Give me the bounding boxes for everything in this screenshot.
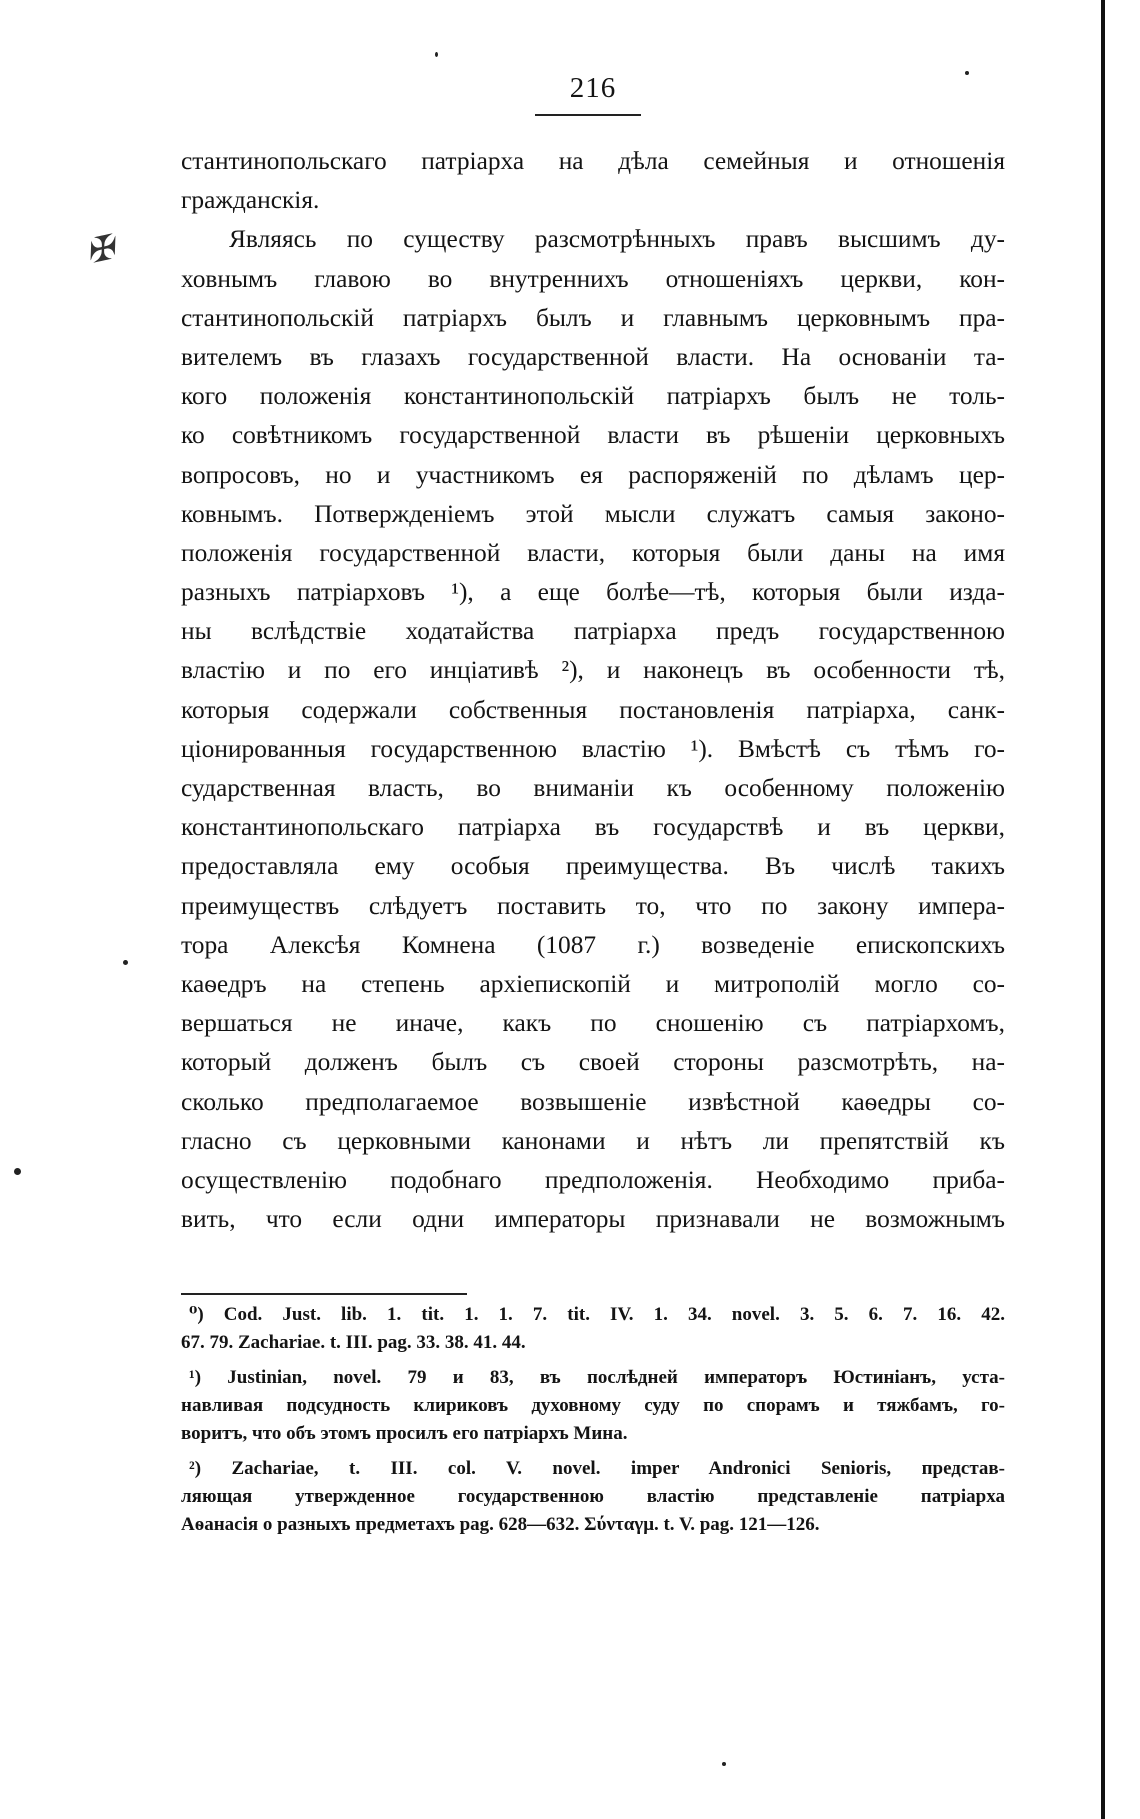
text-line: стантинопольскаго патріарха на дѣла семейныя и отношенія — [181, 147, 1005, 175]
text-line: стантинопольскій патріархъ былъ и главнымъ церковнымъ пра- — [181, 303, 1005, 332]
text-line: ціонированныя государственною властію ¹). Вмѣстѣ съ тѣмъ го- — [181, 734, 1005, 763]
marginal-mark: ✠ — [82, 229, 119, 272]
footnote-line: ²) Zachariae, t. III. col. V. novel. imper Andronici Senioris, представ- — [189, 1458, 1005, 1479]
ink-speck — [123, 960, 128, 965]
text-line: Являясь по существу разсмотрѣнныхъ правъ высшимъ ду- — [229, 225, 1005, 254]
text-line: сударственная власть, во вниманіи къ особенному положенію — [181, 774, 1005, 802]
text-line: вопросовъ, но и участникомъ ея распоряженій по дѣламъ цер- — [181, 460, 1005, 489]
text-line: вершаться не иначе, какъ по сношенію съ патріархомъ, — [181, 1009, 1005, 1038]
text-line: вить, что если одни императоры признавали не возможнымъ — [181, 1205, 1005, 1234]
footnote-line: ляющая утвержденное государственною властію представленіе патріарха — [181, 1486, 1005, 1507]
text-line: положенія государственной власти, которыя были даны на имя — [181, 538, 1005, 567]
text-line: кого положенія константинопольскій патріархъ былъ не толь- — [181, 382, 1005, 411]
page-number: 216 — [569, 72, 617, 104]
footnote-line: Аѳанасія о разныхъ предметахъ pag. 628—632. Σύνταγμ. t. V. pag. 121—126. — [181, 1514, 820, 1535]
footnote-line: воритъ, что объ этомъ просилъ его патріархъ Мина. — [181, 1423, 628, 1444]
text-line: каѳедръ на степень архіепископій и митрополій могло со- — [181, 969, 1005, 998]
text-line: ны вслѣдствіе ходатайства патріарха предъ государственною — [181, 617, 1005, 646]
text-line: константинопольскаго патріарха въ государствѣ и въ церкви, — [181, 813, 1005, 842]
text-line: гласно съ церковными канонами и нѣтъ ли препятствій къ — [181, 1126, 1005, 1155]
text-line: ко совѣтникомъ государственной власти въ рѣшеніи церковныхъ — [181, 421, 1005, 450]
text-line: сколько предполагаемое возвышеніе извѣстной каѳедры со- — [181, 1087, 1005, 1116]
text-line: вителемъ въ глазахъ государственной власти. На основаніи та- — [181, 342, 1005, 371]
ink-speck — [965, 71, 969, 75]
footnote-rule — [181, 1293, 467, 1295]
page-number-rule — [535, 114, 641, 116]
ink-speck — [14, 1168, 21, 1175]
ink-speck — [435, 52, 438, 57]
footnotes — [181, 1301, 1005, 1539]
footnote-line: 67. 79. Zachariae. t. III. pag. 33. 38. 41. 44. — [181, 1332, 526, 1353]
footnote-line: навливая подсудность клириковъ духовному суду по спорамъ и тяжбамъ, го- — [181, 1395, 1005, 1416]
footnote-line: ⁰) Cod. Just. lib. 1. tit. 1. 1. 7. tit. IV. 1. 34. novel. 3. 5. 6. 7. 16. 42. — [189, 1304, 1005, 1325]
page-edge-border — [1101, 0, 1105, 1819]
text-line: ховнымъ главою во внутреннихъ отношеніяхъ церкви, кон- — [181, 264, 1005, 293]
text-line: тора Алексѣя Комнена (1087 г.) возведеніе епископскихъ — [181, 930, 1005, 959]
text-line: предоставляла ему особыя преимущества. Въ числѣ такихъ — [181, 852, 1005, 881]
main-text — [181, 142, 1005, 1239]
text-line: которыя содержали собственныя постановленія патріарха, санк- — [181, 695, 1005, 724]
text-line: разныхъ патріарховъ ¹), а еще болѣе—тѣ, которыя были изда- — [181, 578, 1005, 607]
footnote-line: ¹) Justinian, novel. 79 и 83, въ послѣдней императоръ Юстиніанъ, уста- — [189, 1367, 1005, 1388]
text-line: преимуществъ слѣдуетъ поставить то, что по закону импера- — [181, 891, 1005, 920]
text-line: ковнымъ. Потвержденіемъ этой мысли служатъ самыя законо- — [181, 499, 1005, 528]
text-line: властію и по его инціативѣ ²), и наконецъ въ особенности тѣ, — [181, 656, 1005, 685]
text-line: который долженъ былъ съ своей стороны разсмотрѣть, на- — [181, 1048, 1005, 1077]
text-line: гражданскія. — [181, 186, 320, 215]
text-line: осуществленію подобнаго предположенія. Необходимо приба- — [181, 1165, 1005, 1194]
ink-speck — [722, 1762, 726, 1766]
